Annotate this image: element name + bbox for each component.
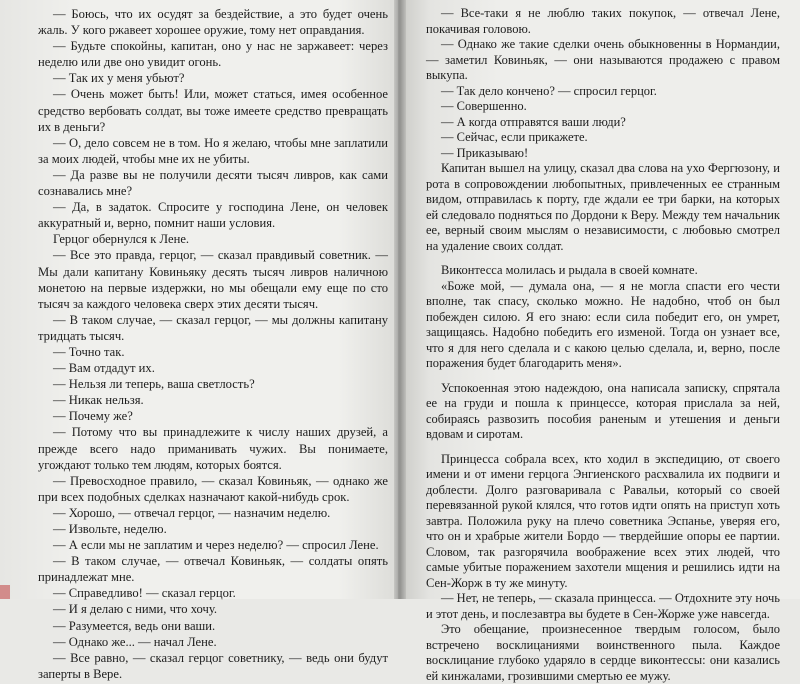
left-paragraph: — Боюсь, что их осудят за бездействие, а это будет очень жаль. У кого ржавеет хорошее оружие, тому нет оправдания. xyxy=(38,7,388,38)
right-paragraph: — Сейчас, если прикажете. xyxy=(441,130,588,144)
right-paragraph: — Все-таки я не люблю таких покупок, — отвечал Лене, покачивая головою. xyxy=(426,6,780,36)
left-paragraph: — Потому что вы принадлежите к числу наших друзей, а прежде всего надо приманивать чужих. Вы понимаете, угождают только тем людям, которых боятся. xyxy=(38,425,388,472)
left-paragraph: — Вам отдадут их. xyxy=(53,361,155,376)
left-paragraph: — Никак нельзя. xyxy=(53,393,144,408)
left-paragraph: — А если мы не заплатим и через неделю? — спросил Лене. xyxy=(53,538,379,553)
left-paragraph: — Будьте спокойны, капитан, оно у нас не заржавеет: через неделю или две оно увидит огонь. xyxy=(38,39,388,70)
right-paragraph: — А когда отправятся ваши люди? xyxy=(441,114,626,129)
left-page xyxy=(0,0,398,681)
left-paragraph: — Разумеется, ведь они ваши. xyxy=(53,618,216,633)
right-paragraph: — Так дело кончено? — спросил герцог. xyxy=(441,83,657,98)
page-edge-mark xyxy=(0,585,10,599)
left-paragraph: — Все равно, — сказал герцог советнику, — ведь они будут заперты в Вере. xyxy=(38,650,388,681)
right-paragraph: Это обещание, произнесенное твердым голосом, было встречено восклицаниями воинственного пыла. Каждое восклицание глубоко ударяло в сердце виконтессы: они казались ей кинжалами, грозившими смертью ее мужу. xyxy=(426,622,780,683)
right-paragraph: — Совершенно. xyxy=(441,99,527,113)
left-paragraph: — Нельзя ли теперь, ваша светлость? xyxy=(53,377,255,392)
right-paragraph: «Боже мой, — думала она, — я не могла спасти его чести вполне, так спасу, сколько можно. Не надобно, чтоб он был побежден силою. Я его знаю: если сила победит его, он умрет, защищаясь. Надобно победить его изменой. Тогда он узнает все, что я для него сделала и с какою целью сделала, и, верно, после поражения будет благодарить меня». xyxy=(426,278,780,370)
left-paragraph: Герцог обернулся к Лене. xyxy=(53,232,190,247)
left-paragraph: — Очень может быть! Или, может статься, имея особенное средство вербовать солдат, вы тоже имеете средство превращать их в деньги? xyxy=(38,87,388,134)
left-paragraph: — Хорошо, — отвечал герцог, — назначим неделю. xyxy=(53,505,331,520)
right-paragraph: Виконтесса молилась и рыдала в своей комнате. xyxy=(441,263,698,277)
left-paragraph: — Однако же... — начал Лене. xyxy=(53,634,217,649)
left-paragraph: — В таком случае, — отвечал Ковиньяк, — солдаты опять принадлежат мне. xyxy=(38,554,388,585)
left-paragraph: — Точно так. xyxy=(53,344,125,359)
book-gutter xyxy=(394,0,406,599)
left-paragraph: — Превосходное правило, — сказал Ковиньяк, — однако же при всех подобных сделках назначают какой-нибудь срок. xyxy=(38,473,388,504)
left-paragraph: — Так их у меня убьют? xyxy=(53,71,185,86)
left-paragraph: — Почему же? xyxy=(53,409,133,424)
right-paragraph: — Приказываю! xyxy=(441,145,529,160)
right-paragraph: — Нет, не теперь, — сказала принцесса. — Отдохните эту ночь и этот день, и послезавтра вы будете в Сен-Жорже уже навсегда. xyxy=(426,591,780,621)
left-paragraph: — И я делаю с ними, что хочу. xyxy=(53,602,218,617)
right-paragraph: Успокоенная этою надеждою, она написала записку, спрятала ее на груди и пошла к принцессе, которая прислала за ней, собираясь развозить пособия раненым и утешения и деньги вдовам и сиротам. xyxy=(426,380,780,441)
left-paragraph: — В таком случае, — сказал герцог, — мы должны капитану тридцать тысяч. xyxy=(38,312,388,343)
right-page xyxy=(398,0,800,683)
left-paragraph: — Все это правда, герцог, — сказал правдивый советник. — Мы дали капитану Ковиньяку десять тысяч ливров наличною монетою на первые издержки, но мы обещали ему еще по сто тысяч за каждого человека сверх этих десяти тысяч. xyxy=(38,248,388,311)
right-paragraph: — Однако же такие сделки очень обыкновенны в Нормандии, — заметил Ковиньяк, — они называются продажею с правом выкупа. xyxy=(426,37,780,82)
left-paragraph: — Справедливо! — сказал герцог. xyxy=(53,586,236,601)
left-paragraph: — О, дело совсем не в том. Но я желаю, чтобы мне заплатили за моих людей, чтобы мне их не убиты. xyxy=(38,135,388,166)
right-paragraph: Капитан вышел на улицу, сказал два слова на ухо Фергюзону, и рота в сопровождении любопытных, привлеченных ее странным видом, отправилась к порту, где ждали ее три барки, на которых ей следовало подняться по Дордони к Веру. Между тем начальник ее, верный своим мыслям о независимости, с любовью смотрел на удаление своих солдат. xyxy=(426,161,780,253)
right-paragraph: Принцесса собрала всех, кто ходил в экспедицию, от своего имени и от имени герцога Энгиенского расхвалила их подвиги и доблести. Долго разговаривала с Равальи, который со своей перевязанной рукой клялся, что готов идти опять на приступ хоть завтра. Положила руку на плечо советника Эспанье, уверяя его, что он и храбрые жители Бордо — твердейшие опоры ее партии. Словом, так разгорячила воображение всех этих людей, что самые убитые поражением захотели мщения и решились идти на Сен-Жорж в ту же минуту. xyxy=(426,451,780,590)
left-paragraph: — Извольте, неделю. xyxy=(53,522,167,536)
left-paragraph: — Да разве вы не получили десяти тысяч ливров, как сами сознавались мне? xyxy=(38,167,388,199)
left-paragraph: — Да, в задаток. Спросите у господина Лене, он человек аккуратный и, верно, помнит наши условия. xyxy=(38,200,388,231)
